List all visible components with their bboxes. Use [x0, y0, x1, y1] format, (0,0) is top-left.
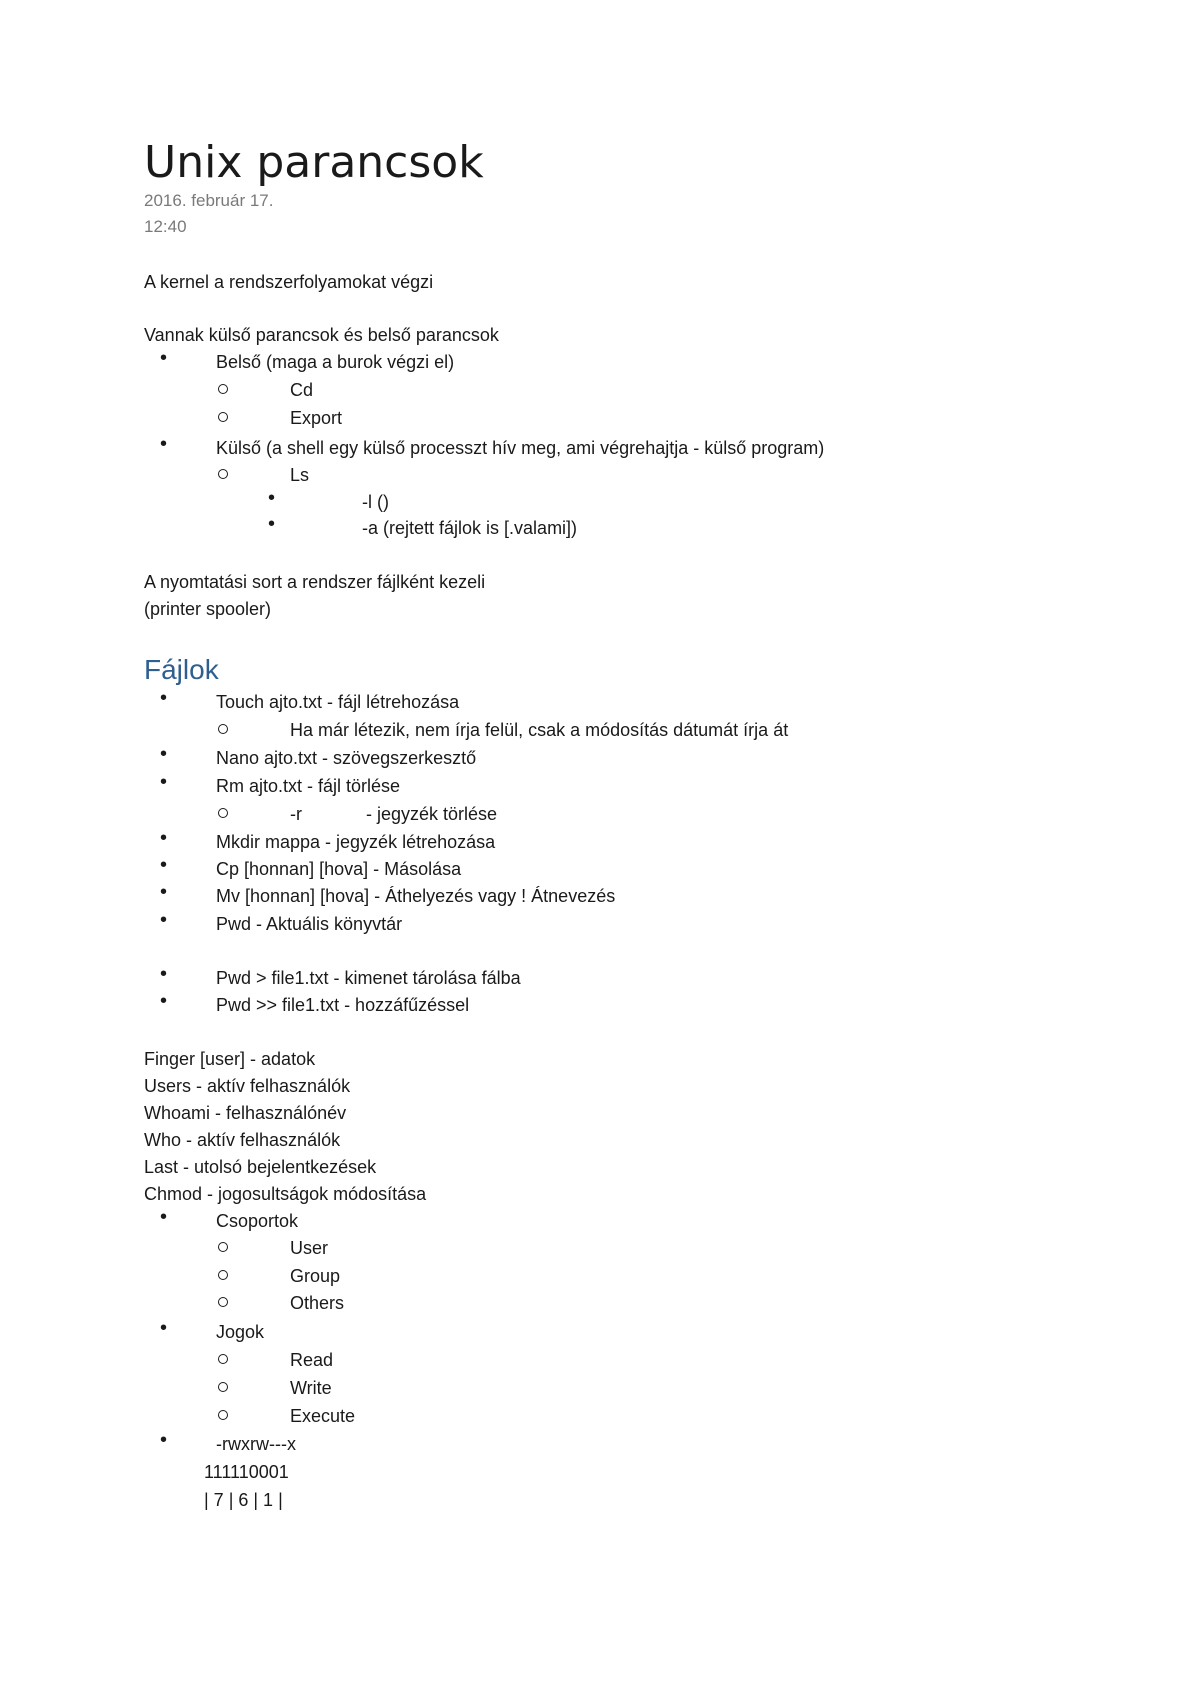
permission-octal: | 7 | 6 | 1 |: [204, 1490, 283, 1510]
command-line: Whoami - felhasználónév: [144, 1103, 347, 1123]
list-subitem: Others: [290, 1293, 345, 1313]
command-line: Who - aktív felhasználók: [144, 1130, 341, 1150]
list-subitem-ls: Ls: [290, 465, 310, 485]
command-line: Finger [user] - adatok: [144, 1049, 316, 1069]
bullet-icon: •: [160, 827, 168, 849]
list-subitem-flag: -r: [290, 804, 302, 824]
bullet-icon: •: [160, 881, 168, 903]
list-subsubitem: -l (): [362, 492, 389, 512]
date-stamp: 2016. február 17.: [144, 191, 274, 210]
circle-bullet-icon: [218, 384, 228, 394]
circle-bullet-icon: [218, 469, 228, 479]
commands-intro: Vannak külső parancsok és belső parancsok: [144, 325, 499, 345]
page-title: Unix parancsok: [144, 137, 484, 188]
printer-text: A nyomtatási sort a rendszer fájlként kezeli: [144, 572, 486, 592]
permission-string: -rwxrw---x: [216, 1434, 296, 1454]
permission-binary: 111110001: [204, 1462, 289, 1482]
bullet-icon: •: [268, 487, 276, 509]
list-subitem: Write: [290, 1378, 332, 1398]
circle-bullet-icon: [218, 1354, 228, 1364]
circle-bullet-icon: [218, 1297, 228, 1307]
bullet-icon: •: [160, 963, 168, 985]
bullet-icon: •: [160, 1317, 168, 1339]
bullet-icon: •: [160, 1206, 168, 1228]
list-item: Mv [honnan] [hova] - Áthelyezés vagy ! Átnevezés: [216, 886, 616, 906]
list-subitem: Read: [290, 1350, 334, 1370]
list-item-jogok: Jogok: [216, 1322, 265, 1342]
section-heading-files: Fájlok: [144, 654, 219, 685]
list-item: Pwd > file1.txt - kimenet tárolása fálba: [216, 968, 521, 988]
list-item: Nano ajto.txt - szövegszerkesztő: [216, 748, 477, 768]
list-item: Pwd - Aktuális könyvtár: [216, 914, 403, 934]
list-item: Rm ajto.txt - fájl törlése: [216, 776, 401, 796]
list-subsubitem: -a (rejtett fájlok is [.valami]): [362, 518, 578, 538]
bullet-icon: •: [160, 990, 168, 1012]
bullet-icon: •: [160, 854, 168, 876]
circle-bullet-icon: [218, 1410, 228, 1420]
circle-bullet-icon: [218, 1270, 228, 1280]
list-subitem: Group: [290, 1266, 341, 1286]
list-item-kulso: Külső (a shell egy külső processzt hív meg, ami végrehajtja - külső program): [216, 438, 825, 458]
circle-bullet-icon: [218, 808, 228, 818]
command-line: Last - utolsó bejelentkezések: [144, 1157, 377, 1177]
list-subitem: Cd: [290, 380, 314, 400]
bullet-icon: •: [268, 513, 276, 535]
circle-bullet-icon: [218, 1382, 228, 1392]
list-item-csoportok: Csoportok: [216, 1211, 299, 1231]
bullet-icon: •: [160, 909, 168, 931]
intro-text: A kernel a rendszerfolyamokat végzi: [144, 272, 434, 292]
list-item: Mkdir mappa - jegyzék létrehozása: [216, 832, 496, 852]
command-line: Users - aktív felhasználók: [144, 1076, 351, 1096]
bullet-icon: •: [160, 771, 168, 793]
list-item: Touch ajto.txt - fájl létrehozása: [216, 692, 460, 712]
circle-bullet-icon: [218, 1242, 228, 1252]
time-stamp: 12:40: [144, 217, 187, 236]
list-item-belso: Belső (maga a burok végzi el): [216, 352, 455, 372]
list-subitem: Export: [290, 408, 343, 428]
printer-text-2: (printer spooler): [144, 599, 272, 619]
bullet-icon: •: [160, 433, 168, 455]
bullet-icon: •: [160, 347, 168, 369]
list-subitem: User: [290, 1238, 329, 1258]
list-item: Pwd >> file1.txt - hozzáfűzéssel: [216, 995, 470, 1015]
bullet-icon: •: [160, 1429, 168, 1451]
circle-bullet-icon: [218, 412, 228, 422]
circle-bullet-icon: [218, 724, 228, 734]
list-subitem-desc: - jegyzék törlése: [366, 804, 498, 824]
bullet-icon: •: [160, 743, 168, 765]
list-subitem: Execute: [290, 1406, 356, 1426]
list-item: Cp [honnan] [hova] - Másolása: [216, 859, 462, 879]
list-subitem: Ha már létezik, nem írja felül, csak a módosítás dátumát írja át: [290, 720, 789, 740]
bullet-icon: •: [160, 687, 168, 709]
command-line: Chmod - jogosultságok módosítása: [144, 1184, 427, 1204]
